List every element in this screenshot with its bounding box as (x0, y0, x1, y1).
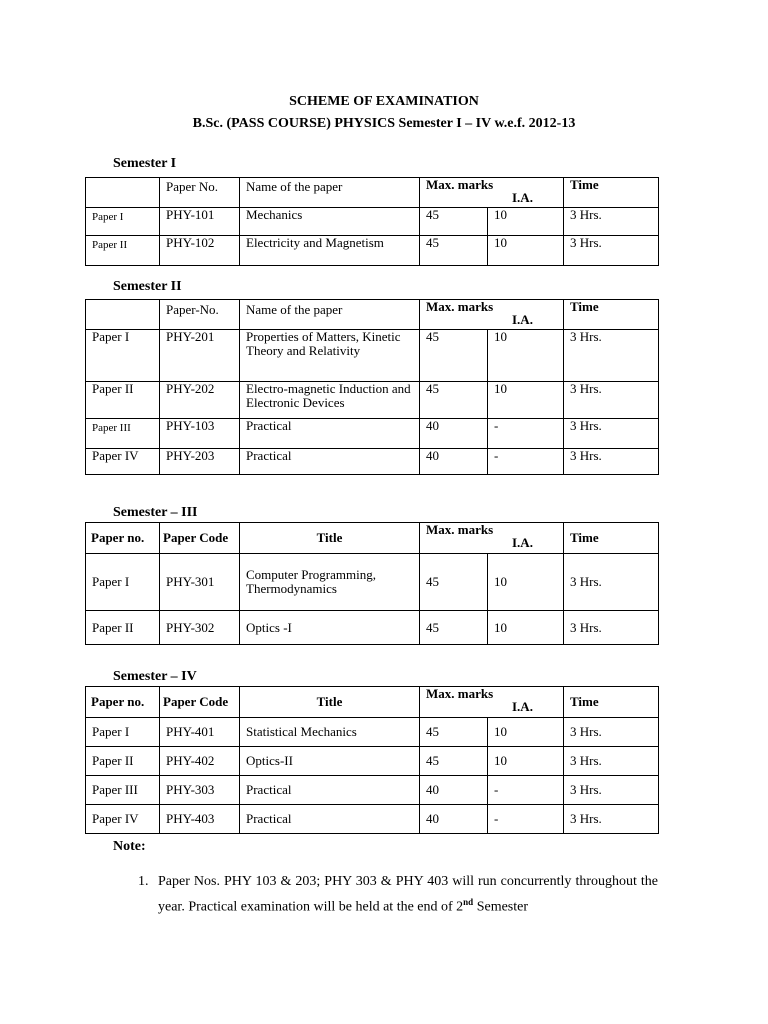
header-paper (86, 178, 160, 208)
cell-code: PHY-103 (160, 419, 240, 449)
cell-code: PHY-102 (160, 236, 240, 266)
header-time: Time (564, 687, 659, 718)
cell-code: PHY-301 (160, 554, 240, 611)
cell-max: 45 (420, 330, 488, 382)
cell-name: Statistical Mechanics (240, 718, 420, 747)
cell-max: 45 (420, 236, 488, 266)
table-row (86, 611, 659, 645)
cell-max: 40 (420, 776, 488, 805)
header-name: Name of the paper (240, 178, 420, 208)
header-code: Paper-No. (160, 300, 240, 330)
document-subtitle: B.Sc. (PASS COURSE) PHYSICS Semester I – IV w.e.f. 2012-13 (192, 116, 576, 131)
header-paper: Paper no. (86, 523, 160, 554)
table-header-row (86, 178, 659, 208)
cell-time: 3 Hrs. (564, 718, 659, 747)
semester-4-table (85, 686, 659, 834)
table-row (86, 805, 659, 834)
header-name: Name of the paper (240, 300, 420, 330)
header-paper: Paper no. (86, 687, 160, 718)
cell-time: 3 Hrs. (564, 805, 659, 834)
cell-name: Electro-magnetic Induction and Electronic Devices (240, 382, 420, 419)
header-name: Title (240, 523, 420, 554)
table-row (86, 419, 659, 449)
cell-paper: Paper II (86, 382, 160, 419)
cell-time: 3 Hrs. (564, 747, 659, 776)
header-code: Paper No. (160, 178, 240, 208)
note-text (158, 871, 658, 918)
cell-code: PHY-302 (160, 611, 240, 645)
header-max-label: Max. marks (426, 299, 494, 314)
cell-ia: 10 (488, 236, 564, 266)
cell-code: PHY-201 (160, 330, 240, 382)
cell-max: 45 (420, 382, 488, 419)
header-max-label: Max. marks (426, 522, 494, 537)
header-max-marks (420, 178, 564, 208)
cell-code: PHY-303 (160, 776, 240, 805)
header-max-marks (420, 687, 564, 718)
cell-name: Practical (240, 805, 420, 834)
cell-ia: 10 (488, 330, 564, 382)
header-name: Title (240, 687, 420, 718)
document-title: SCHEME OF EXAMINATION (289, 94, 479, 109)
semester-3-table (85, 522, 659, 645)
cell-ia: - (488, 419, 564, 449)
semester-2-label: Semester II (113, 279, 182, 294)
note-label: Note: (113, 839, 146, 854)
cell-ia: 10 (488, 747, 564, 776)
cell-code: PHY-101 (160, 208, 240, 236)
cell-name: Mechanics (240, 208, 420, 236)
cell-paper: Paper II (86, 236, 160, 266)
cell-ia: 10 (488, 208, 564, 236)
table-row (86, 449, 659, 475)
cell-max: 45 (420, 747, 488, 776)
semester-3-label: Semester – III (113, 505, 198, 520)
cell-max: 45 (420, 718, 488, 747)
cell-max: 45 (420, 554, 488, 611)
cell-ia: 10 (488, 718, 564, 747)
cell-code: PHY-401 (160, 718, 240, 747)
cell-name: Properties of Matters, Kinetic Theory and Relativity (240, 330, 420, 382)
header-paper (86, 300, 160, 330)
header-ia-label: I.A. (512, 699, 533, 714)
cell-name: Optics-II (240, 747, 420, 776)
table-row (86, 776, 659, 805)
table-row (86, 747, 659, 776)
cell-time: 3 Hrs. (564, 554, 659, 611)
table-row (86, 718, 659, 747)
note-superscript: nd (463, 897, 474, 907)
header-ia-label: I.A. (512, 535, 533, 550)
cell-time: 3 Hrs. (564, 419, 659, 449)
table-header-row (86, 523, 659, 554)
cell-paper: Paper III (86, 776, 160, 805)
cell-time: 3 Hrs. (564, 236, 659, 266)
cell-code: PHY-402 (160, 747, 240, 776)
cell-name: Practical (240, 449, 420, 475)
semester-1-table (85, 177, 659, 266)
header-time: Time (564, 178, 659, 208)
note-number: 1. (138, 874, 149, 889)
cell-paper: Paper II (86, 747, 160, 776)
cell-max: 45 (420, 208, 488, 236)
cell-time: 3 Hrs. (564, 449, 659, 475)
cell-name: Optics -I (240, 611, 420, 645)
header-time: Time (564, 300, 659, 330)
note-tail: Semester (473, 899, 529, 915)
table-header-row (86, 687, 659, 718)
cell-paper: Paper I (86, 330, 160, 382)
cell-code: PHY-403 (160, 805, 240, 834)
cell-time: 3 Hrs. (564, 208, 659, 236)
cell-ia: - (488, 805, 564, 834)
cell-paper: Paper IV (86, 449, 160, 475)
table-row (86, 554, 659, 611)
cell-name: Practical (240, 419, 420, 449)
header-max-label: Max. marks (426, 686, 494, 701)
cell-name: Practical (240, 776, 420, 805)
cell-time: 3 Hrs. (564, 330, 659, 382)
table-header-row (86, 300, 659, 330)
cell-ia: 10 (488, 611, 564, 645)
note-body: Paper Nos. PHY 103 & 203; PHY 303 & PHY 403 will run concurrently throughout the year. Practical examination will be held at the end of 2 (158, 874, 658, 915)
cell-paper: Paper IV (86, 805, 160, 834)
cell-ia: - (488, 776, 564, 805)
semester-2-table (85, 299, 659, 475)
cell-name: Electricity and Magnetism (240, 236, 420, 266)
cell-ia: 10 (488, 554, 564, 611)
header-max-label: Max. marks (426, 177, 494, 192)
table-row (86, 208, 659, 236)
note-item (138, 871, 658, 918)
cell-max: 40 (420, 449, 488, 475)
cell-code: PHY-203 (160, 449, 240, 475)
header-max-marks (420, 300, 564, 330)
table-row (86, 382, 659, 419)
header-ia-label: I.A. (512, 312, 533, 327)
semester-4-label: Semester – IV (113, 669, 197, 684)
header-code: Paper Code (160, 523, 240, 554)
cell-time: 3 Hrs. (564, 382, 659, 419)
cell-code: PHY-202 (160, 382, 240, 419)
header-max-marks (420, 523, 564, 554)
cell-paper: Paper II (86, 611, 160, 645)
cell-paper: Paper I (86, 208, 160, 236)
cell-max: 40 (420, 805, 488, 834)
semester-1-label: Semester I (113, 156, 177, 171)
cell-ia: 10 (488, 382, 564, 419)
cell-max: 45 (420, 611, 488, 645)
cell-time: 3 Hrs. (564, 611, 659, 645)
table-row (86, 330, 659, 382)
header-code: Paper Code (160, 687, 240, 718)
header-time: Time (564, 523, 659, 554)
cell-paper: Paper I (86, 554, 160, 611)
table-row (86, 236, 659, 266)
header-ia-label: I.A. (512, 190, 533, 205)
cell-time: 3 Hrs. (564, 776, 659, 805)
cell-paper: Paper III (86, 419, 160, 449)
cell-name: Computer Programming, Thermodynamics (240, 554, 420, 611)
cell-max: 40 (420, 419, 488, 449)
cell-paper: Paper I (86, 718, 160, 747)
cell-ia: - (488, 449, 564, 475)
